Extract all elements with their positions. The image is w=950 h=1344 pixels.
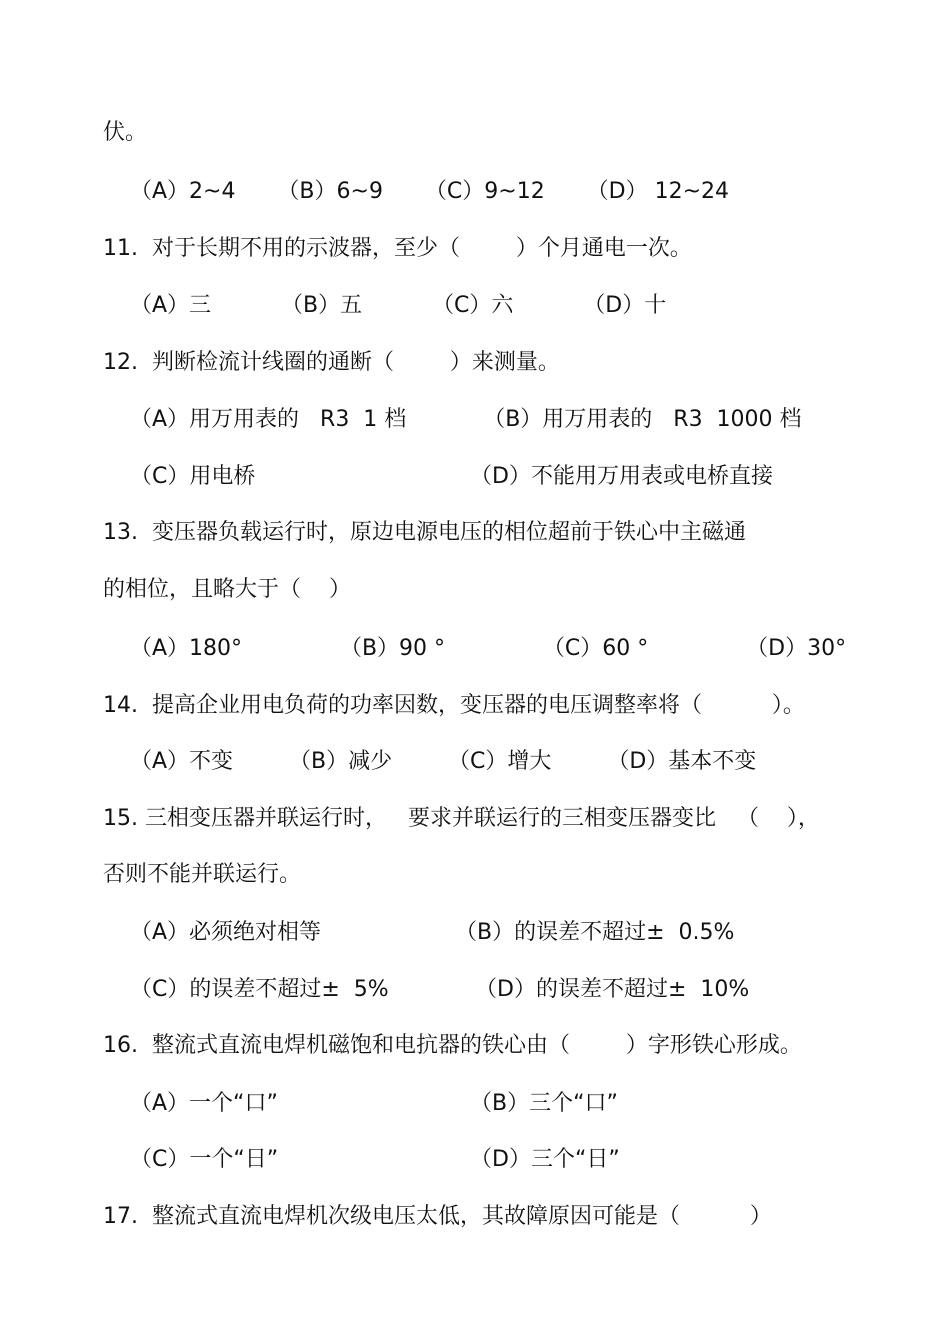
question-14: 14. 提高企业用电负荷的功率因数，变压器的电压调整率将（ ）。 xyxy=(103,693,805,718)
options-line: （A）2~4 （B）6~9 （C）9~12 （D） 12~24 xyxy=(130,179,730,204)
question-17: 17. 整流式直流电焊机次级电压太低，其故障原因可能是（ ） xyxy=(103,1204,772,1229)
option-b: （B）的误差不超过± 0.5% xyxy=(455,920,735,945)
options-line: （A）不变 （B）减少 （C）增大 （D）基本不变 xyxy=(130,749,757,774)
question-13-cont: 的相位，且略大于（ ） xyxy=(103,577,351,602)
options-line: （A）用万用表的 R3 1 档 （B）用万用表的 R3 1000 档 xyxy=(130,407,802,432)
option-a: （A）一个“口” xyxy=(130,1091,278,1116)
option-c: （C）一个“日” xyxy=(130,1147,279,1172)
option-c: （C）的误差不超过± 5% xyxy=(130,977,389,1002)
option-a: （A）必须绝对相等 xyxy=(130,920,322,945)
question-11: 11. 对于长期不用的示波器，至少（ ）个月通电一次。 xyxy=(103,236,692,261)
question-16: 16. 整流式直流电焊机磁饱和电抗器的铁心由（ ）字形铁心形成。 xyxy=(103,1033,802,1058)
question-15: 15. 三相变压器并联运行时， 要求并联运行的三相变压器变比 （ ）， xyxy=(103,806,820,831)
options-line: （A）180° （B）90 ° （C）60 ° （D）30° xyxy=(130,636,847,661)
option-d: （D）的误差不超过± 10% xyxy=(475,977,750,1002)
question-12: 12. 判断检流计线圈的通断（ ）来测量。 xyxy=(103,350,560,375)
option-c: （C）用电桥 xyxy=(130,464,256,489)
option-d: （D）三个“日” xyxy=(470,1147,620,1172)
question-15-cont: 否则不能并联运行。 xyxy=(103,862,302,887)
text-line: 伏。 xyxy=(103,120,148,145)
options-line: （A）三 （B）五 （C）六 （D）十 xyxy=(130,293,667,318)
question-13: 13. 变压器负载运行时，原边电源电压的相位超前于铁心中主磁通 xyxy=(103,520,746,545)
option-b: （B）三个“口” xyxy=(470,1091,618,1116)
option-d: （D）不能用万用表或电桥直接 xyxy=(470,464,773,489)
